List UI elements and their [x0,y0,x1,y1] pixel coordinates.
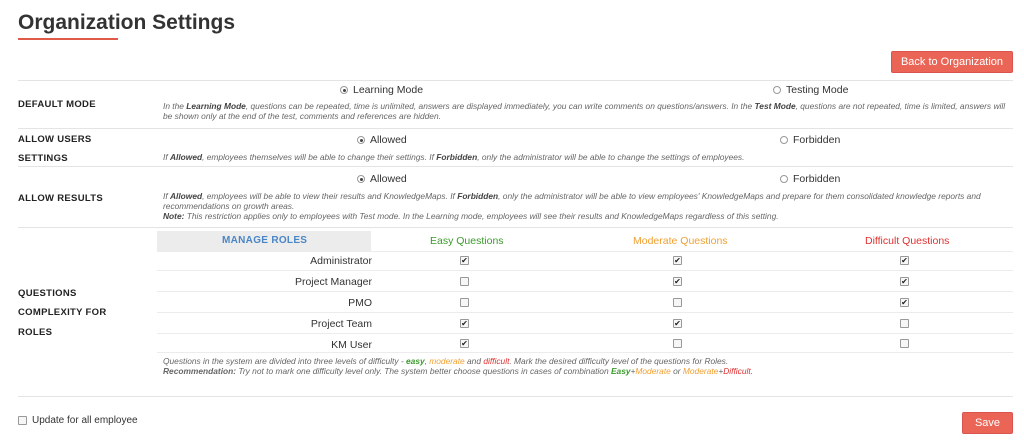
administrator-moderate-checkbox[interactable]: ✔ [674,256,681,265]
allow-users-forbidden-radio[interactable] [780,134,840,146]
allow-results-allowed-radio[interactable] [357,173,407,185]
radio-checked-icon[interactable] [357,136,365,144]
learning-mode-label: Learning Mode [353,84,424,96]
questions-complexity-label: QUESTIONS [18,288,77,299]
divider [18,128,1013,129]
testing-mode-radio[interactable] [773,84,848,96]
manage-roles-link[interactable]: MANAGE ROLES [222,235,308,246]
km-user-moderate-checkbox[interactable] [673,339,682,348]
role-name: PMO [348,297,372,309]
allow-results-forbidden-radio[interactable] [780,173,840,185]
km-user-easy-checkbox[interactable]: ✔ [461,339,468,348]
km-user-difficult-checkbox[interactable] [900,339,909,348]
row-divider [157,251,1013,252]
radio-unchecked-icon[interactable] [773,86,781,94]
radio-unchecked-icon[interactable] [780,175,788,183]
divider [18,396,1013,397]
questions-complexity-label-3: ROLES [18,327,53,338]
allow-users-settings-label: ALLOW USERS [18,134,92,145]
role-name: Administrator [310,255,372,267]
pmo-easy-checkbox[interactable] [460,298,469,307]
allow-results-label: ALLOW RESULTS [18,193,103,204]
administrator-difficult-checkbox[interactable]: ✔ [901,256,908,265]
pmo-difficult-checkbox[interactable]: ✔ [901,298,908,307]
allow-users-allowed-radio[interactable] [357,134,407,146]
divider [18,166,1013,167]
project-team-easy-checkbox[interactable]: ✔ [461,319,468,328]
row-divider [157,270,1013,271]
role-name: Project Manager [294,276,372,288]
title-underline [18,38,118,40]
radio-unchecked-icon[interactable] [780,136,788,144]
project-team-difficult-checkbox[interactable] [900,319,909,328]
project-manager-easy-checkbox[interactable] [460,277,469,286]
questions-note: Questions in the system are divided into three levels of difficulty - easy, moderate and difficult. Mark the desired difficulty level of the questions for Roles. Recommendation: Try not to mark one difficulty level only. The system better choose questions in cases of combination Easy+Moderate or Moderate+Difficult. [163,356,754,376]
row-divider [157,291,1013,292]
page-title: Organization Settings [18,11,236,34]
default-mode-description: In the Learning Mode, questions can be repeated, time is unlimited, answers are displayed immediately, you can write comments on questions/answers. In the Test Mode, questions are not repeated, time is limited, answers will be shown only at the end of the test, comments and references are hidden. [163,101,1006,121]
default-mode-label: DEFAULT MODE [18,99,96,110]
administrator-easy-checkbox[interactable]: ✔ [461,256,468,265]
role-name: Project Team [310,318,372,330]
allowed-label: Allowed [370,134,407,146]
save-button[interactable]: Save [962,412,1013,434]
allow-users-description: If Allowed, employees themselves will be able to change their settings. If Forbidden, only the administrator will be able to change the settings of employees. [163,152,745,162]
allow-results-description: If Allowed, employees will be able to view their results and KnowledgeMaps. If Forbidden, only the administrator will be able to view employees' KnowledgeMaps and prepare for them consolidated knowledge reports and recommendations on growth areas. Note: This restriction applies only to employees with Test mode. In the Learning mode, employees will see their results and KnowledgeMaps regardless of this setting. [163,191,981,221]
divider [18,80,1013,81]
row-divider [157,352,1013,353]
forbidden-label: Forbidden [793,134,841,146]
questions-complexity-label-2: COMPLEXITY FOR [18,307,107,318]
radio-checked-icon[interactable] [357,175,365,183]
divider [18,227,1013,228]
radio-checked-icon[interactable] [340,86,348,94]
project-manager-difficult-checkbox[interactable]: ✔ [901,277,908,286]
testing-mode-label: Testing Mode [786,84,849,96]
update-all-employee-label: Update for all employee [32,415,138,426]
project-manager-moderate-checkbox[interactable]: ✔ [674,277,681,286]
learning-mode-radio[interactable] [340,84,423,96]
forbidden-label: Forbidden [793,173,841,185]
update-all-employee-checkbox[interactable] [18,416,27,425]
row-divider [157,312,1013,313]
difficult-questions-header: Difficult Questions [865,235,950,247]
project-team-moderate-checkbox[interactable]: ✔ [674,319,681,328]
allow-users-settings-label-2: SETTINGS [18,153,68,164]
easy-questions-header: Easy Questions [430,235,504,247]
row-divider [157,333,1013,334]
moderate-questions-header: Moderate Questions [633,235,728,247]
back-to-organization-button[interactable]: Back to Organization [891,51,1013,73]
update-all-employee-option[interactable] [18,415,138,426]
role-name: KM User [331,339,372,351]
pmo-moderate-checkbox[interactable] [673,298,682,307]
allowed-label: Allowed [370,173,407,185]
